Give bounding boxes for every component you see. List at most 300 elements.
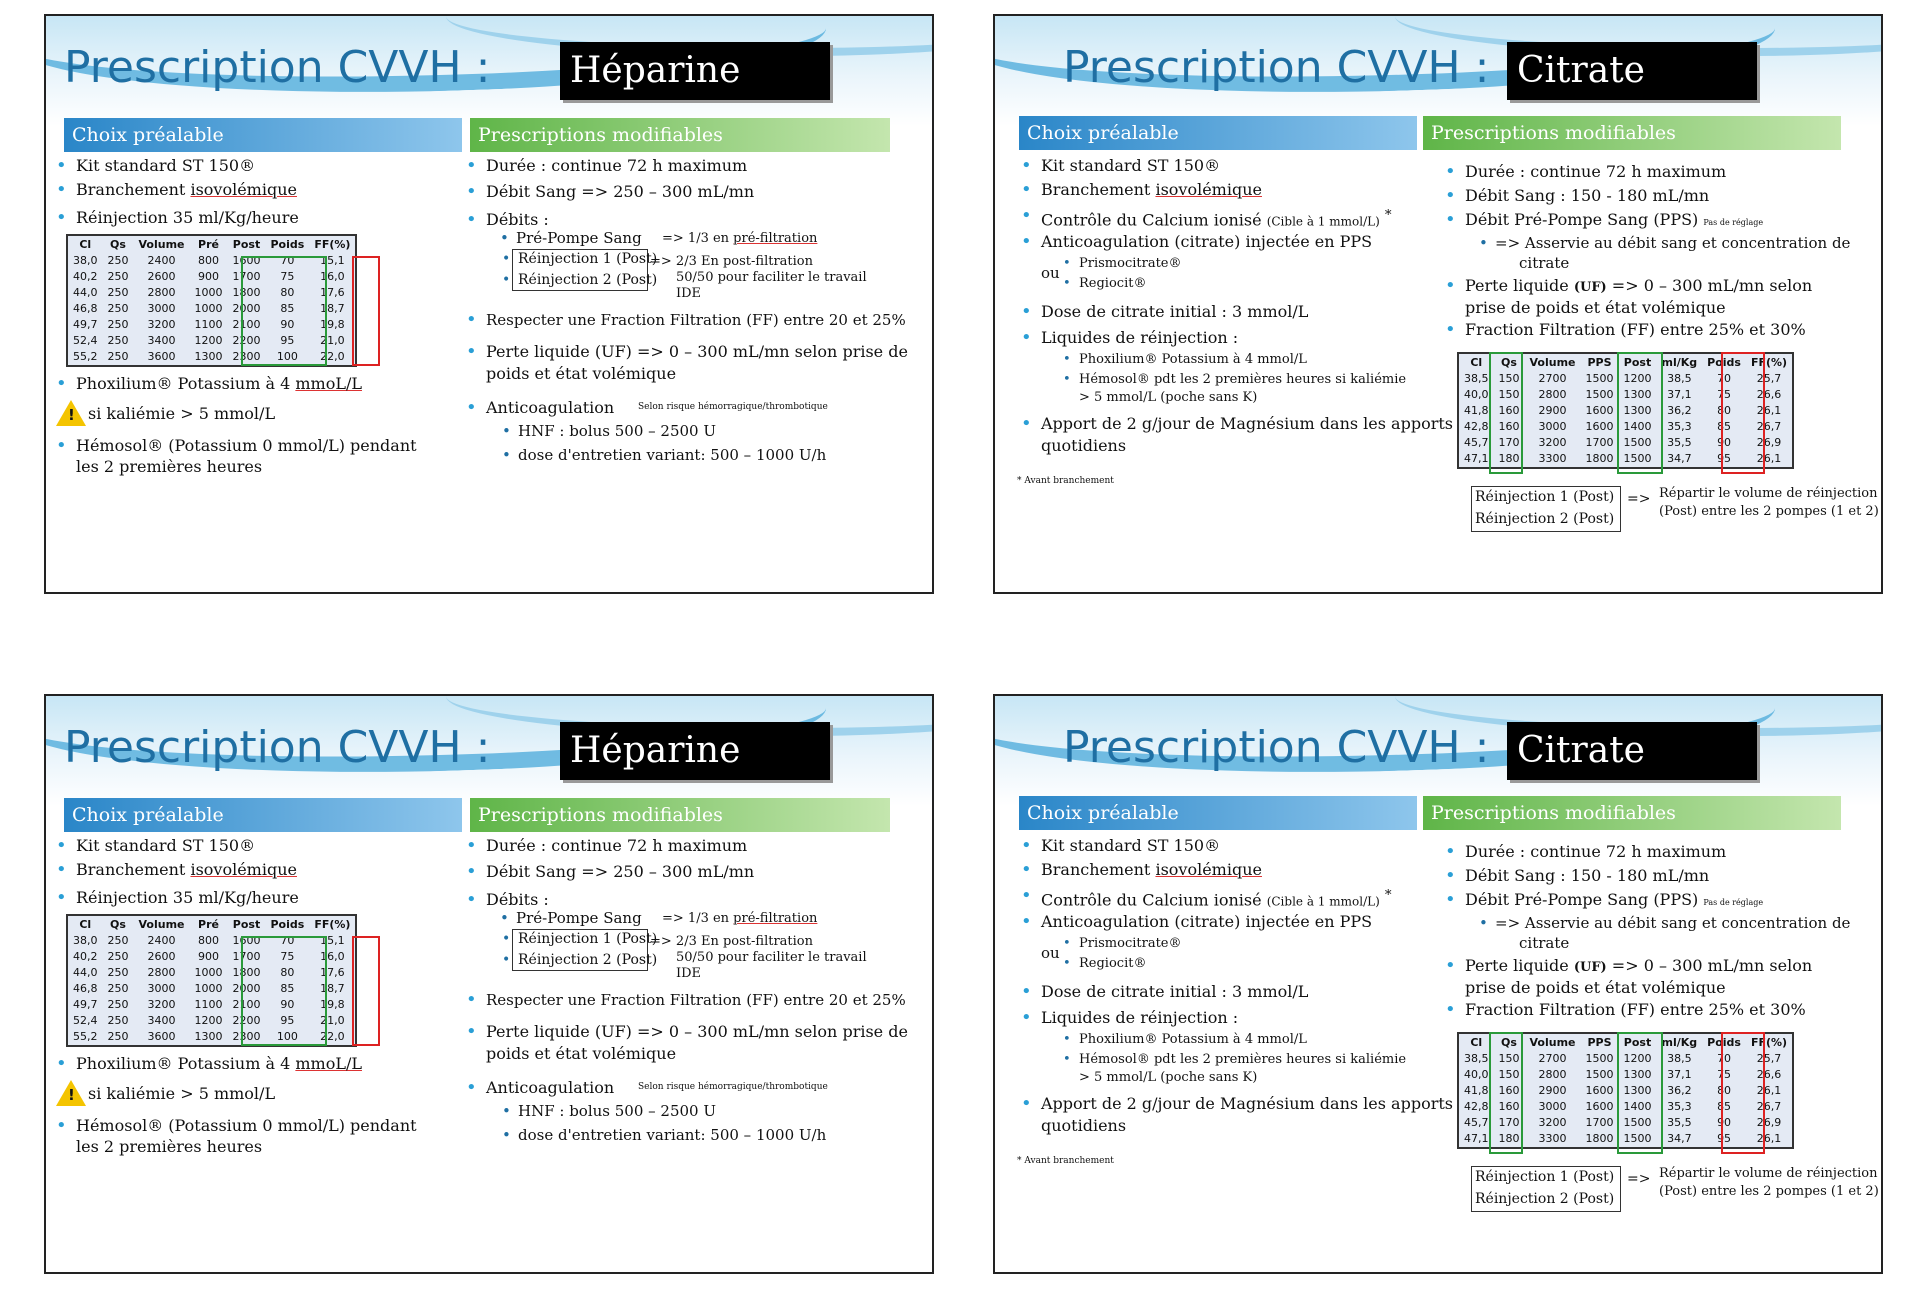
table-cell: 150 <box>1498 388 1520 401</box>
table-cell: 38,0 <box>73 254 98 267</box>
table-cell: 250 <box>107 318 129 331</box>
perte-item-cont: poids et état volémique <box>486 364 677 383</box>
table-header: FF(%) <box>314 918 351 931</box>
table-cell: 26,9 <box>1756 436 1782 449</box>
table-cell: 1700 <box>232 950 261 963</box>
perte-item: • Perte liquide (UF) => 0 – 300 mL/mn selon prise de <box>486 1022 908 1042</box>
table-cell: 19,8 <box>320 998 345 1011</box>
phoxilium-item <box>76 374 362 394</box>
liquides-item: • Liquides de réinjection : <box>1041 328 1238 348</box>
table-cell: 36,2 <box>1667 404 1692 417</box>
table-cell: 1300 <box>194 350 223 363</box>
table-cell: 37,1 <box>1667 1068 1692 1081</box>
table-cell: 1600 <box>1585 1084 1614 1097</box>
table-cell: 45,7 <box>1464 1116 1489 1129</box>
table-cell: 3000 <box>1538 420 1567 433</box>
slide-title: Prescription CVVH : <box>1063 42 1490 93</box>
branchement-text: Branchement <box>76 860 191 879</box>
phoxilium-item: • Phoxilium® Potassium à 4 mmol/L <box>1079 1030 1307 1049</box>
table-cell: 85 <box>280 982 295 995</box>
prepompe-arrow-text: => 1/3 en <box>662 911 734 926</box>
table-cell: 2300 <box>232 350 261 363</box>
table-cell: 2800 <box>1538 1068 1567 1081</box>
asservie-item: • => Asservie au débit sang et concentration de <box>1495 914 1850 933</box>
table-cell: 1200 <box>1623 372 1652 385</box>
table-cell: 49,7 <box>73 998 98 1011</box>
table-cell: 1700 <box>1585 436 1614 449</box>
reinjection-item: • Réinjection 35 ml/Kg/heure <box>76 208 299 228</box>
isovolemique-text: isovolémique <box>1155 180 1262 199</box>
table-cell: 2400 <box>147 934 176 947</box>
apport-item: • Apport de 2 g/jour de Magnésium dans les apports <box>1041 1094 1453 1114</box>
table-cell: 250 <box>107 254 129 267</box>
table-cell: 3200 <box>1538 1116 1567 1129</box>
duree-item: • Durée : continue 72 h maximum <box>1465 842 1726 862</box>
perte-item-cont: prise de poids et état volémique <box>1465 298 1726 317</box>
table-cell: 2800 <box>147 966 176 979</box>
table-cell: 34,7 <box>1667 1132 1692 1145</box>
duree-item: • Durée : continue 72 h maximum <box>486 836 747 856</box>
table-header: Volume <box>138 918 185 931</box>
branchement-text: Branchement <box>76 180 191 199</box>
table-cell: 170 <box>1498 436 1520 449</box>
table-cell: 26,6 <box>1756 388 1782 401</box>
controle-note: (Cible à 1 mmol/L) <box>1266 214 1380 229</box>
hemosol-item-cont: les 2 premières heures <box>76 457 263 476</box>
table-cell: 34,7 <box>1667 452 1692 465</box>
branchement-item <box>1041 180 1262 200</box>
table-cell: 40,0 <box>1464 388 1489 401</box>
table-cell: 26,1 <box>1756 452 1782 465</box>
table-cell: 41,8 <box>1464 404 1489 417</box>
repartir-text: Répartir le volume de réinjection <box>1659 486 1878 501</box>
table-cell: 45,7 <box>1464 436 1489 449</box>
pps-item <box>1465 890 1763 913</box>
table-header: ml/Kg <box>1661 356 1698 369</box>
method-tag: Héparine <box>560 722 830 780</box>
table-cell: 44,0 <box>73 966 98 979</box>
table-cell: 1200 <box>1623 1052 1652 1065</box>
prismocitrate-item: • Prismocitrate® <box>1079 254 1182 273</box>
table-cell: 55,2 <box>73 1030 98 1043</box>
table-cell: 22,0 <box>320 1030 345 1043</box>
isovolemique-text: isovolémique <box>1155 860 1262 879</box>
poids-highlight <box>352 256 380 366</box>
ou-label: ou <box>1041 944 1060 962</box>
table-cell: 22,0 <box>320 350 345 363</box>
branchement-text: Branchement <box>1041 180 1156 199</box>
phoxilium-text: Phoxilium® Potassium à 4 <box>76 1054 296 1073</box>
table-cell: 1200 <box>194 334 223 347</box>
anticoag-item: • Anticoagulation <box>486 1078 614 1098</box>
pps-item <box>1465 210 1763 233</box>
table-cell: 1500 <box>1623 1132 1652 1145</box>
table-cell: 3600 <box>147 1030 176 1043</box>
table-cell: 85 <box>1717 420 1732 433</box>
table-cell: 40,2 <box>73 270 98 283</box>
regiocit-item: • Regiocit® <box>1079 274 1146 293</box>
modif-header: Prescriptions modifiables <box>470 118 890 152</box>
ff-item: • Fraction Filtration (FF) entre 25% et 30% <box>1465 1000 1806 1020</box>
repartir-arrow: => <box>1627 1171 1651 1187</box>
table-header: Cl <box>79 238 92 251</box>
table-cell: 2200 <box>232 1014 261 1027</box>
table-cell: 18,7 <box>320 302 345 315</box>
asservie-item: • => Asservie au débit sang et concentration de <box>1495 234 1850 253</box>
reinj1-item: • Réinjection 1 (Post) <box>518 930 657 949</box>
table-cell: 1700 <box>1585 1116 1614 1129</box>
pre-post-highlight <box>241 936 327 1046</box>
table-cell: 800 <box>198 254 219 267</box>
table-cell: 1400 <box>1623 420 1652 433</box>
table-cell: 1500 <box>1585 1052 1614 1065</box>
table-cell: 17,6 <box>320 966 345 979</box>
table-cell: 250 <box>107 934 129 947</box>
table-cell: 46,8 <box>73 982 98 995</box>
table-header: ml/Kg <box>1661 1036 1698 1049</box>
table-cell: 35,5 <box>1667 436 1692 449</box>
table-cell: 160 <box>1498 1100 1520 1113</box>
ff-item: • Respecter une Fraction Filtration (FF) entre 20 et 25% <box>486 990 906 1010</box>
table-cell: 1000 <box>194 286 223 299</box>
table-header: Post <box>232 238 261 251</box>
reinjection-item: • Réinjection 35 ml/Kg/heure <box>76 888 299 908</box>
table-cell: 1800 <box>1585 1132 1614 1145</box>
table-header: Cl <box>79 918 92 931</box>
table-cell: 1500 <box>1623 1116 1652 1129</box>
branchement-item <box>76 860 297 880</box>
branchement-item <box>1041 860 1262 880</box>
table-cell: 3200 <box>1538 436 1567 449</box>
table-header: FF(%) <box>314 238 351 251</box>
table-header: Poids <box>1707 1036 1741 1049</box>
modif-header: Prescriptions modifiables <box>470 798 890 832</box>
table-cell: 26,1 <box>1756 1084 1782 1097</box>
table-cell: 250 <box>107 950 129 963</box>
perte-range: => 0 – 300 mL/mn selon <box>1606 276 1813 295</box>
apport-item: • Apport de 2 g/jour de Magnésium dans les apports <box>1041 414 1453 434</box>
controle-star: * <box>1384 888 1392 903</box>
table-cell: 250 <box>107 1030 129 1043</box>
prepompe-arrow <box>662 909 817 928</box>
table-cell: 3000 <box>1538 1100 1567 1113</box>
table-cell: 75 <box>280 950 295 963</box>
table-cell: 1600 <box>1585 1100 1614 1113</box>
table-cell: 3000 <box>147 302 176 315</box>
debit-item: • Débit Sang : 150 - 180 mL/mn <box>1465 186 1709 206</box>
table-cell: 26,7 <box>1756 1100 1782 1113</box>
ide-text: IDE <box>676 966 702 981</box>
kit-item: • Kit standard ST 150® <box>1041 156 1220 176</box>
table-cell: 42,8 <box>1464 420 1489 433</box>
anticoag-note: Selon risque hémorragique/thrombotique <box>638 402 828 412</box>
table-cell: 75 <box>280 270 295 283</box>
reinj2-item: • Réinjection 2 (Post) <box>518 271 657 290</box>
poids-highlight <box>1721 352 1765 474</box>
anticoag-item: • Anticoagulation (citrate) injectée en PPS <box>1041 912 1372 932</box>
table-cell: 1600 <box>232 254 261 267</box>
choix-header: Choix préalable <box>1019 116 1417 150</box>
table-header: Qs <box>1501 1036 1517 1049</box>
table-header: Post <box>1623 356 1652 369</box>
table-cell: 2700 <box>1538 1052 1567 1065</box>
table-cell: 2800 <box>147 286 176 299</box>
table-cell: 80 <box>1717 404 1732 417</box>
debits-item: • Débits : <box>486 890 549 910</box>
table-cell: 80 <box>280 966 295 979</box>
table-cell: 1500 <box>1623 452 1652 465</box>
table-cell: 180 <box>1498 1132 1520 1145</box>
table-cell: 2900 <box>1538 1084 1567 1097</box>
controle-star: * <box>1384 208 1392 223</box>
table-cell: 25,7 <box>1756 1052 1782 1065</box>
table-header: Volume <box>138 238 185 251</box>
qs-highlight <box>1489 352 1523 474</box>
table-cell: 85 <box>280 302 295 315</box>
reinj1-item: Réinjection 1 (Post) <box>1475 1169 1615 1185</box>
table-header: PPS <box>1587 356 1612 369</box>
apport-item-cont: quotidiens <box>1041 436 1127 455</box>
table-cell: 1100 <box>194 318 223 331</box>
table-cell: 1800 <box>1585 452 1614 465</box>
debit-item: • Débit Sang => 250 – 300 mL/mn <box>486 862 754 882</box>
table-cell: 1800 <box>232 966 261 979</box>
table-cell: 2900 <box>1538 404 1567 417</box>
repartir-arrow: => <box>1627 491 1651 507</box>
table-cell: 250 <box>107 334 129 347</box>
hemosol-item-cont: > 5 mmol/L (poche sans K) <box>1079 390 1258 405</box>
perte-uf: (UF) <box>1573 960 1607 975</box>
pre-post-highlight <box>241 256 327 366</box>
slide-heparine-top <box>44 14 934 594</box>
table-cell: 1600 <box>1585 404 1614 417</box>
perte-uf: (UF) <box>1573 280 1607 295</box>
modif-header: Prescriptions modifiables <box>1423 796 1841 830</box>
table-cell: 1300 <box>1623 1084 1652 1097</box>
dose-item: • dose d'entretien variant: 500 – 1000 U/h <box>518 1126 826 1145</box>
table-cell: 26,9 <box>1756 1116 1782 1129</box>
asservie-item-cont: citrate <box>1519 934 1570 952</box>
pps-note: Pas de réglage <box>1703 898 1764 907</box>
kit-item: • Kit standard ST 150® <box>1041 836 1220 856</box>
table-cell: 2600 <box>147 270 176 283</box>
method-tag: Citrate <box>1507 42 1757 100</box>
table-cell: 15,1 <box>320 934 345 947</box>
table-cell: 1000 <box>194 302 223 315</box>
table-cell: 1600 <box>232 934 261 947</box>
pps-note: Pas de réglage <box>1703 218 1764 227</box>
table-cell: 800 <box>198 934 219 947</box>
liquides-item: • Liquides de réinjection : <box>1041 1008 1238 1028</box>
table-cell: 38,0 <box>73 934 98 947</box>
warning-text: si kaliémie > 5 mmol/L <box>88 1084 276 1103</box>
branchement-item <box>76 180 297 200</box>
table-cell: 160 <box>1498 1084 1520 1097</box>
table-cell: 38,5 <box>1667 1052 1692 1065</box>
table-cell: 21,0 <box>320 1014 345 1027</box>
table-cell: 3300 <box>1538 452 1567 465</box>
table-cell: 2100 <box>232 318 261 331</box>
prepompe-arrow <box>662 229 817 248</box>
table-cell: 1500 <box>1623 436 1652 449</box>
hemosol-item: • Hémosol® pdt les 2 premières heures si kaliémie <box>1079 1050 1406 1069</box>
table-cell: 150 <box>1498 372 1520 385</box>
post-highlight <box>1617 352 1663 474</box>
table-cell: 40,0 <box>1464 1068 1489 1081</box>
slide-title: Prescription CVVH : <box>1063 722 1490 773</box>
table-cell: 95 <box>280 334 295 347</box>
table-cell: 100 <box>276 350 298 363</box>
table-cell: 250 <box>107 302 129 315</box>
table-cell: 160 <box>1498 404 1520 417</box>
table-cell: 70 <box>1717 372 1732 385</box>
table-cell: 1300 <box>1623 404 1652 417</box>
table-cell: 900 <box>198 270 219 283</box>
table-header: Qs <box>110 918 126 931</box>
hemosol-item: • Hémosol® pdt les 2 premières heures si kaliémie <box>1079 370 1406 389</box>
table-cell: 49,7 <box>73 318 98 331</box>
table-cell: 75 <box>1717 388 1732 401</box>
dose-item: • dose d'entretien variant: 500 – 1000 U/h <box>518 446 826 465</box>
table-cell: 55,2 <box>73 350 98 363</box>
ff-item: • Fraction Filtration (FF) entre 25% et 30% <box>1465 320 1806 340</box>
slide-citrate-bottom <box>993 694 1883 1274</box>
perte-text: Perte liquide <box>1465 956 1574 975</box>
controle-item <box>1041 206 1392 231</box>
table-cell: 26,7 <box>1756 420 1782 433</box>
table-cell: 18,7 <box>320 982 345 995</box>
ide-text: IDE <box>676 286 702 301</box>
modif-header: Prescriptions modifiables <box>1423 116 1841 150</box>
table-header: FF(%) <box>1750 1036 1788 1049</box>
table-cell: 250 <box>107 966 129 979</box>
table-cell: 85 <box>1717 1100 1732 1113</box>
table-cell: 3600 <box>147 350 176 363</box>
prepompe-item: • Pré-Pompe Sang <box>516 909 642 928</box>
fifty-text: 50/50 pour faciliter le travail <box>676 950 867 965</box>
table-cell: 2000 <box>232 302 261 315</box>
table-header: Volume <box>1529 1036 1576 1049</box>
table-header: Poids <box>270 238 305 251</box>
table-cell: 160 <box>1498 420 1520 433</box>
post-highlight <box>1617 1032 1663 1154</box>
table-header: Post <box>1623 1036 1652 1049</box>
apport-item-cont: quotidiens <box>1041 1116 1127 1135</box>
debit-item: • Débit Sang => 250 – 300 mL/mn <box>486 182 754 202</box>
table-header: Qs <box>1501 356 1517 369</box>
table-cell: 1400 <box>1623 1100 1652 1113</box>
hnf-item: • HNF : bolus 500 – 2500 U <box>518 422 716 441</box>
table-cell: 80 <box>280 286 295 299</box>
table-cell: 70 <box>280 254 295 267</box>
table-cell: 3300 <box>1538 1132 1567 1145</box>
table-header: Pré <box>198 918 219 931</box>
table-cell: 70 <box>280 934 295 947</box>
table-cell: 26,1 <box>1756 1132 1782 1145</box>
choix-header: Choix préalable <box>1019 796 1417 830</box>
table-cell: 900 <box>198 950 219 963</box>
reinj2-item: Réinjection 2 (Post) <box>1475 511 1615 527</box>
table-cell: 42,8 <box>1464 1100 1489 1113</box>
table-cell: 25,7 <box>1756 372 1782 385</box>
table-cell: 1500 <box>1585 1068 1614 1081</box>
table-cell: 3000 <box>147 982 176 995</box>
reinj1-item: Réinjection 1 (Post) <box>1475 489 1615 505</box>
perte-item-cont: poids et état volémique <box>486 1044 677 1063</box>
slide-citrate-top <box>993 14 1883 594</box>
table-cell: 250 <box>107 286 129 299</box>
table-cell: 41,8 <box>1464 1084 1489 1097</box>
table-cell: 2800 <box>1538 388 1567 401</box>
reinj1-item: • Réinjection 1 (Post) <box>518 250 657 269</box>
table-cell: 15,1 <box>320 254 345 267</box>
perte-item <box>1465 276 1812 298</box>
table-cell: 1200 <box>194 1014 223 1027</box>
phoxilium-item <box>76 1054 362 1074</box>
hemosol-item: • Hémosol® (Potassium 0 mmol/L) pendant <box>76 436 417 456</box>
footnote: * Avant branchement <box>1017 476 1114 486</box>
hemosol-item: • Hémosol® (Potassium 0 mmol/L) pendant <box>76 1116 417 1136</box>
reinj2-item: • Réinjection 2 (Post) <box>518 951 657 970</box>
table-cell: 35,3 <box>1667 420 1692 433</box>
table-cell: 2300 <box>232 1030 261 1043</box>
table-cell: 150 <box>1498 1052 1520 1065</box>
table-cell: 52,4 <box>73 334 98 347</box>
footnote: * Avant branchement <box>1017 1156 1114 1166</box>
table-header: Poids <box>1707 356 1741 369</box>
isovolemique-text: isovolémique <box>190 180 297 199</box>
repartir-text-cont: (Post) entre les 2 pompes (1 et 2) <box>1659 1184 1879 1199</box>
poids-highlight <box>1721 1032 1765 1154</box>
prepompe-item: • Pré-Pompe Sang <box>516 229 642 248</box>
perte-item <box>1465 956 1812 978</box>
table-cell: 90 <box>1717 1116 1732 1129</box>
warning-text: si kaliémie > 5 mmol/L <box>88 404 276 423</box>
table-cell: 100 <box>276 1030 298 1043</box>
slide-title: Prescription CVVH : <box>64 722 491 773</box>
table-header: Cl <box>1470 356 1483 369</box>
table-cell: 1500 <box>1585 372 1614 385</box>
table-cell: 16,0 <box>320 950 345 963</box>
table-cell: 26,6 <box>1756 1068 1782 1081</box>
table-cell: 1300 <box>194 1030 223 1043</box>
choix-header: Choix préalable <box>64 118 462 152</box>
kit-item: • Kit standard ST 150® <box>76 156 255 176</box>
table-cell: 250 <box>107 1014 129 1027</box>
table-cell: 1500 <box>1585 388 1614 401</box>
regiocit-item: • Regiocit® <box>1079 954 1146 973</box>
perte-item-cont: prise de poids et état volémique <box>1465 978 1726 997</box>
table-cell: 3400 <box>147 1014 176 1027</box>
perte-text: Perte liquide <box>1465 276 1574 295</box>
hemosol-item-cont: > 5 mmol/L (poche sans K) <box>1079 1070 1258 1085</box>
table-cell: 2100 <box>232 998 261 1011</box>
pps-text: Débit Pré-Pompe Sang (PPS) <box>1465 890 1699 909</box>
isovolemique-text: isovolémique <box>190 860 297 879</box>
table-cell: 52,4 <box>73 1014 98 1027</box>
table-cell: 16,0 <box>320 270 345 283</box>
table-cell: 150 <box>1498 1068 1520 1081</box>
prefiltration-text: pré-filtration <box>733 911 818 926</box>
table-cell: 70 <box>1717 1052 1732 1065</box>
dose-item: • Dose de citrate initial : 3 mmol/L <box>1041 302 1308 322</box>
table-header: Qs <box>110 238 126 251</box>
table-header: Pré <box>198 238 219 251</box>
dose-item: • Dose de citrate initial : 3 mmol/L <box>1041 982 1308 1002</box>
table-cell: 44,0 <box>73 286 98 299</box>
table-cell: 95 <box>1717 1132 1732 1145</box>
poids-highlight <box>352 936 380 1046</box>
